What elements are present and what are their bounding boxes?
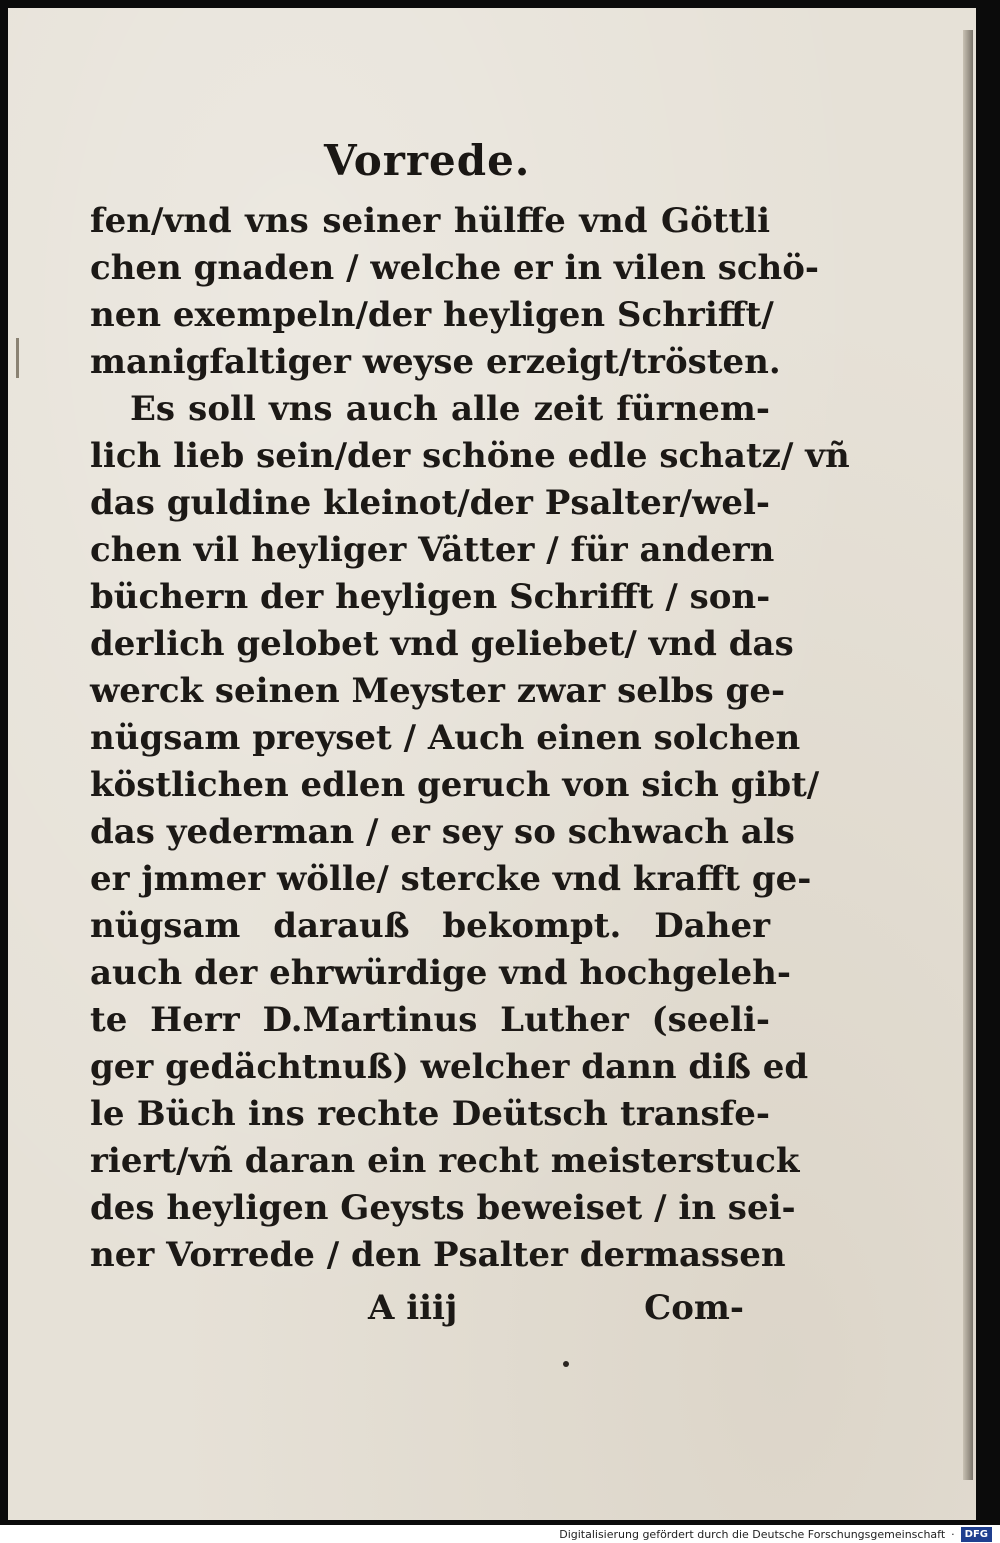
footer-credit-text: Digitalisierung gefördert durch die Deutsche Forschungsgemeinschaft [559,1527,946,1541]
text-block [90,198,850,1279]
page-edge-shadow [963,30,973,1480]
text-line: büchern der heyligen Schrifft / son- [90,577,771,617]
text-line: köstlichen edlen geruch von sich gibt/ [90,765,820,805]
text-line: ner Vorrede / den Psalter dermassen [90,1235,786,1275]
page-stain [16,338,19,378]
text-line: werck seinen Meyster zwar selbs ge- [90,671,786,711]
text-line: derlich gelobet vnd geliebet/ vnd das [90,624,794,664]
running-head: Vorrede. [324,136,531,185]
text-line: nügsam preyset / Auch einen solchen [90,718,801,758]
catchline [368,1288,744,1328]
catchword: Com- [644,1288,744,1328]
text-line: das yederman / er sey so schwach als [90,812,795,852]
text-line: te Herr D.Martinus Luther (seeli- [90,1000,770,1040]
text-line: riert/vñ daran ein recht meisterstuck [90,1141,800,1181]
footer-credit: Digitalisierung gefördert durch die Deutsche Forschungsgemeinschaft · DFG [559,1525,992,1543]
book-page [8,8,976,1520]
text-line: des heyligen Geysts beweiset / in sei- [90,1188,796,1228]
text-line: fen/vnd vns seiner hülffe vnd Göttli [90,201,770,241]
text-line: chen vil heyliger Vätter / für andern [90,530,775,570]
text-line: ger gedächtnuß) welcher dann diß ed [90,1047,809,1087]
text-line: le Büch ins rechte Deütsch transfe- [90,1094,770,1134]
text-line: nen exempeln/der heyligen Schrifft/ [90,295,774,335]
signature-mark: A iiij [368,1288,458,1328]
text-line: auch der ehrwürdige vnd hochgeleh- [90,953,791,993]
ink-dot [563,1361,569,1367]
text-line: Es soll vns auch alle zeit fürnem- [130,389,770,429]
text-line: chen gnaden / welche er in vilen schö- [90,248,820,288]
text-line: lich lieb sein/der schöne edle schatz/ vñ [90,436,850,476]
text-line: er jmmer wölle/ stercke vnd krafft ge- [90,859,812,899]
text-line: das guldine kleinot/der Psalter/wel- [90,483,771,523]
dfg-logo[interactable]: DFG [961,1527,992,1542]
text-line: nügsam darauß bekompt. Daher [90,906,770,946]
text-line: manigfaltiger weyse erzeigt/trösten. [90,342,781,382]
